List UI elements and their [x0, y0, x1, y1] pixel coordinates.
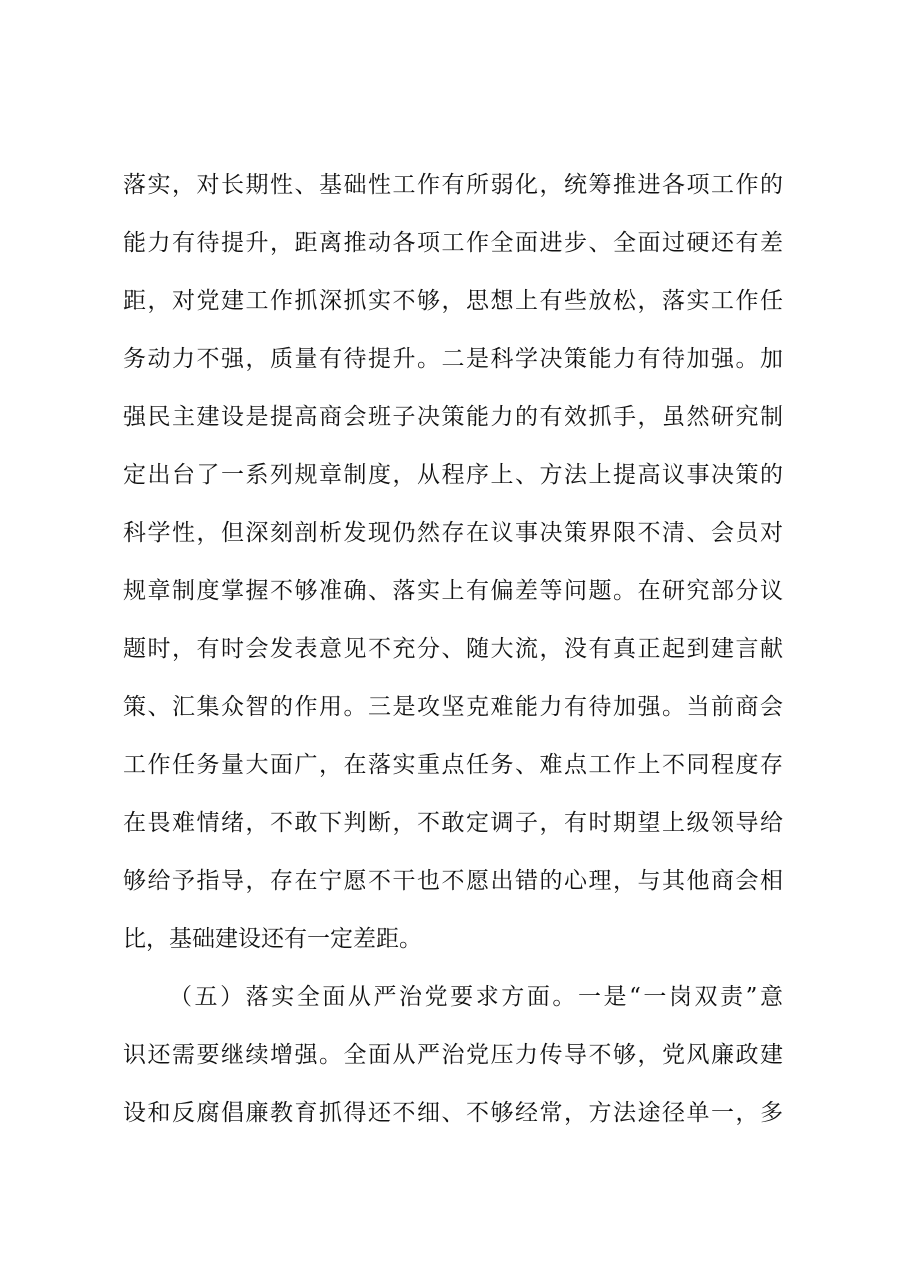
- section-heading-line: （五）落实全面从严治党要求方面。一是“一岗双责”意: [169, 984, 783, 1010]
- text-line: 设和反腐倡廉教育抓得还不细、不够经常，方法途径单一，多: [123, 1100, 783, 1126]
- text-line: 在畏难情绪，不敢下判断，不敢定调子，有时期望上级领导给: [123, 810, 783, 836]
- text-line: 够给予指导，存在宁愿不干也不愿出错的心理，与其他商会相: [123, 868, 783, 894]
- text-line: 策、汇集众智的作用。三是攻坚克难能力有待加强。当前商会: [123, 694, 783, 720]
- text-line: 规章制度掌握不够准确、落实上有偏差等问题。在研究部分议: [123, 578, 783, 604]
- text-line: 落实，对长期性、基础性工作有所弱化，统筹推进各项工作的: [123, 172, 783, 198]
- text-line: 题时，有时会发表意见不充分、随大流，没有真正起到建言献: [123, 636, 783, 662]
- text-line: 距，对党建工作抓深抓实不够，思想上有些放松，落实工作任: [123, 288, 783, 314]
- text-line: 识还需要继续增强。全面从严治党压力传导不够，党风廉政建: [123, 1042, 783, 1068]
- text-line: 定出台了一系列规章制度，从程序上、方法上提高议事决策的: [123, 462, 783, 488]
- text-line: 工作任务量大面广，在落实重点任务、难点工作上不同程度存: [123, 752, 783, 778]
- text-line: 能力有待提升，距离推动各项工作全面进步、全面过硬还有差: [123, 230, 783, 256]
- text-line: 强民主建设是提高商会班子决策能力的有效抓手，虽然研究制: [123, 404, 783, 430]
- text-line: 务动力不强，质量有待提升。二是科学决策能力有待加强。加: [123, 346, 783, 372]
- text-line: 科学性，但深刻剖析发现仍然存在议事决策界限不清、会员对: [123, 520, 783, 546]
- text-line-paragraph-end: 比，基础建设还有一定差距。: [123, 926, 422, 952]
